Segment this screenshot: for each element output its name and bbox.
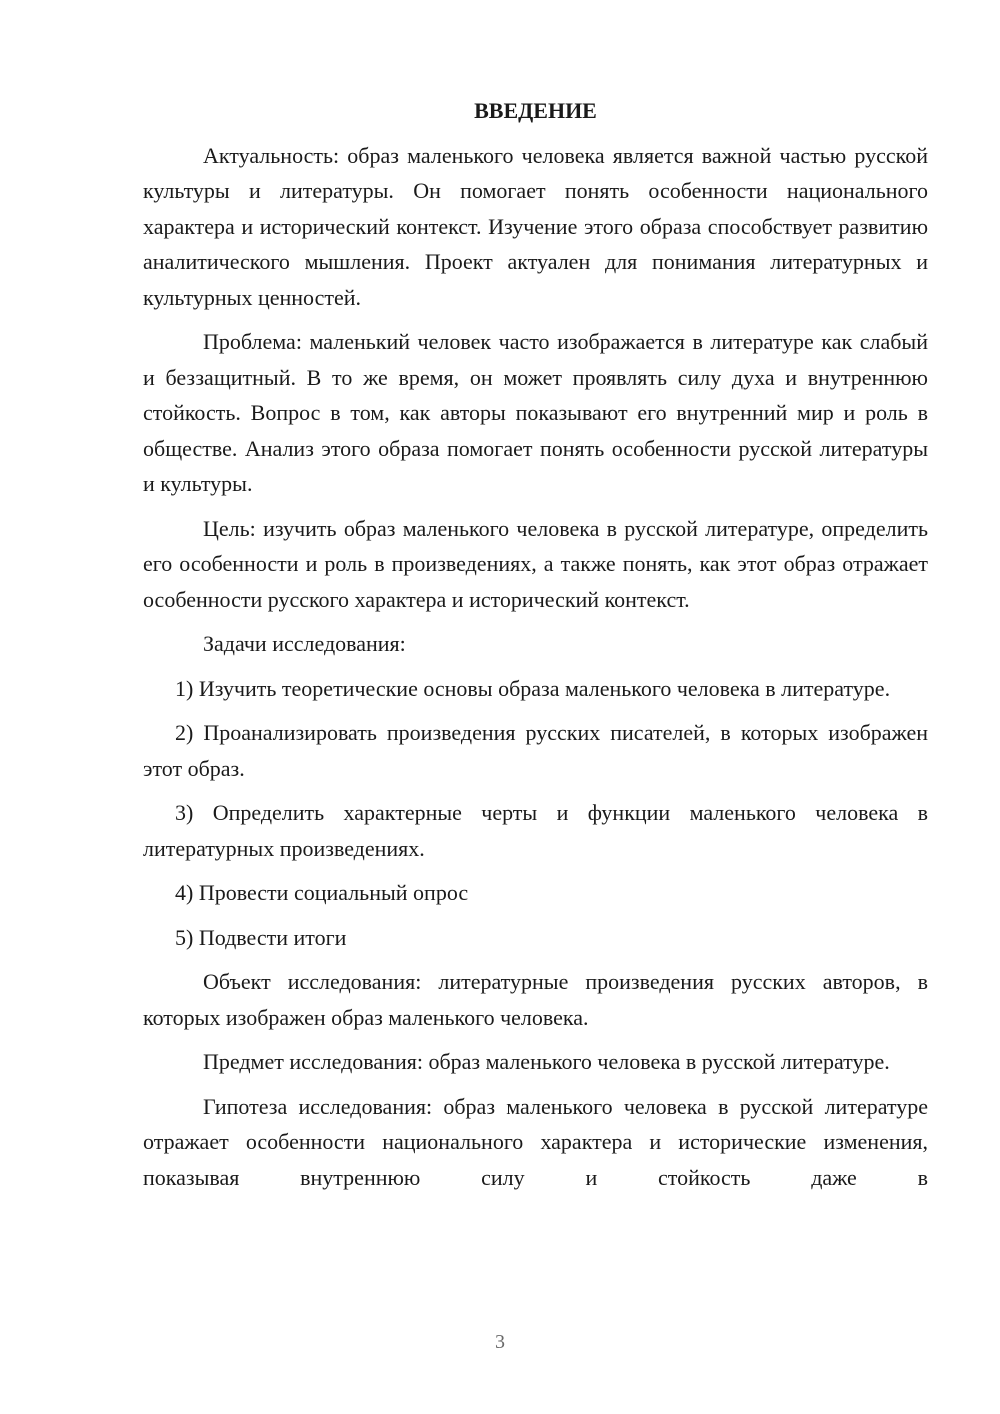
problem-paragraph: Проблема: маленький человек часто изображается в литературе как слабый и беззащитный. В то же время, он может проявлять силу духа и внутреннюю стойкость. Вопрос в том, как авторы показывают его внутренний мир и роль в обществе. Анализ этого образа помогает понять особенности русской литературы и культуры.	[143, 329, 928, 496]
task-item-2: 2) Проанализировать произведения русских писателей, в которых изображен этот образ.	[143, 720, 928, 781]
subject-paragraph: Предмет исследования: образ маленького человека в русской литературе.	[203, 1049, 890, 1074]
task-item-3: 3) Определить характерные черты и функции маленького человека в литературных произведениях.	[143, 800, 928, 861]
relevance-paragraph: Актуальность: образ маленького человека является важной частью русской культуры и литературы. Он помогает понять особенности национального характера и исторический контекст. Изучение этого образа способствует развитию аналитического мышления. Проект актуален для понимания литературных и культурных ценностей.	[143, 142, 928, 310]
goal-paragraph: Цель: изучить образ маленького человека в русской литературе, определить его особенности и роль в произведениях, а также понять, как этот образ отражает особенности русского характера и исторический контекст.	[143, 515, 928, 612]
page-content	[143, 93, 928, 1195]
page-number: 3	[495, 1331, 505, 1353]
section-heading: ВВЕДЕНИЕ	[474, 98, 597, 123]
hypothesis-paragraph: Гипотеза исследования: образ маленького человека в русской литературе отражает особенности национального характера и исторические изменения, показывая внутреннюю силу и стойкость даже в	[143, 1093, 928, 1190]
object-paragraph: Объект исследования: литературные произведения русских авторов, в которых изображен образ маленького человека.	[143, 969, 928, 1030]
task-item-5: 5) Подвести итоги	[175, 924, 347, 950]
task-item-4: 4) Провести социальный опрос	[175, 880, 469, 905]
task-item-1: 1) Изучить теоретические основы образа маленького человека в литературе.	[175, 675, 891, 701]
tasks-title: Задачи исследования:	[203, 631, 406, 656]
